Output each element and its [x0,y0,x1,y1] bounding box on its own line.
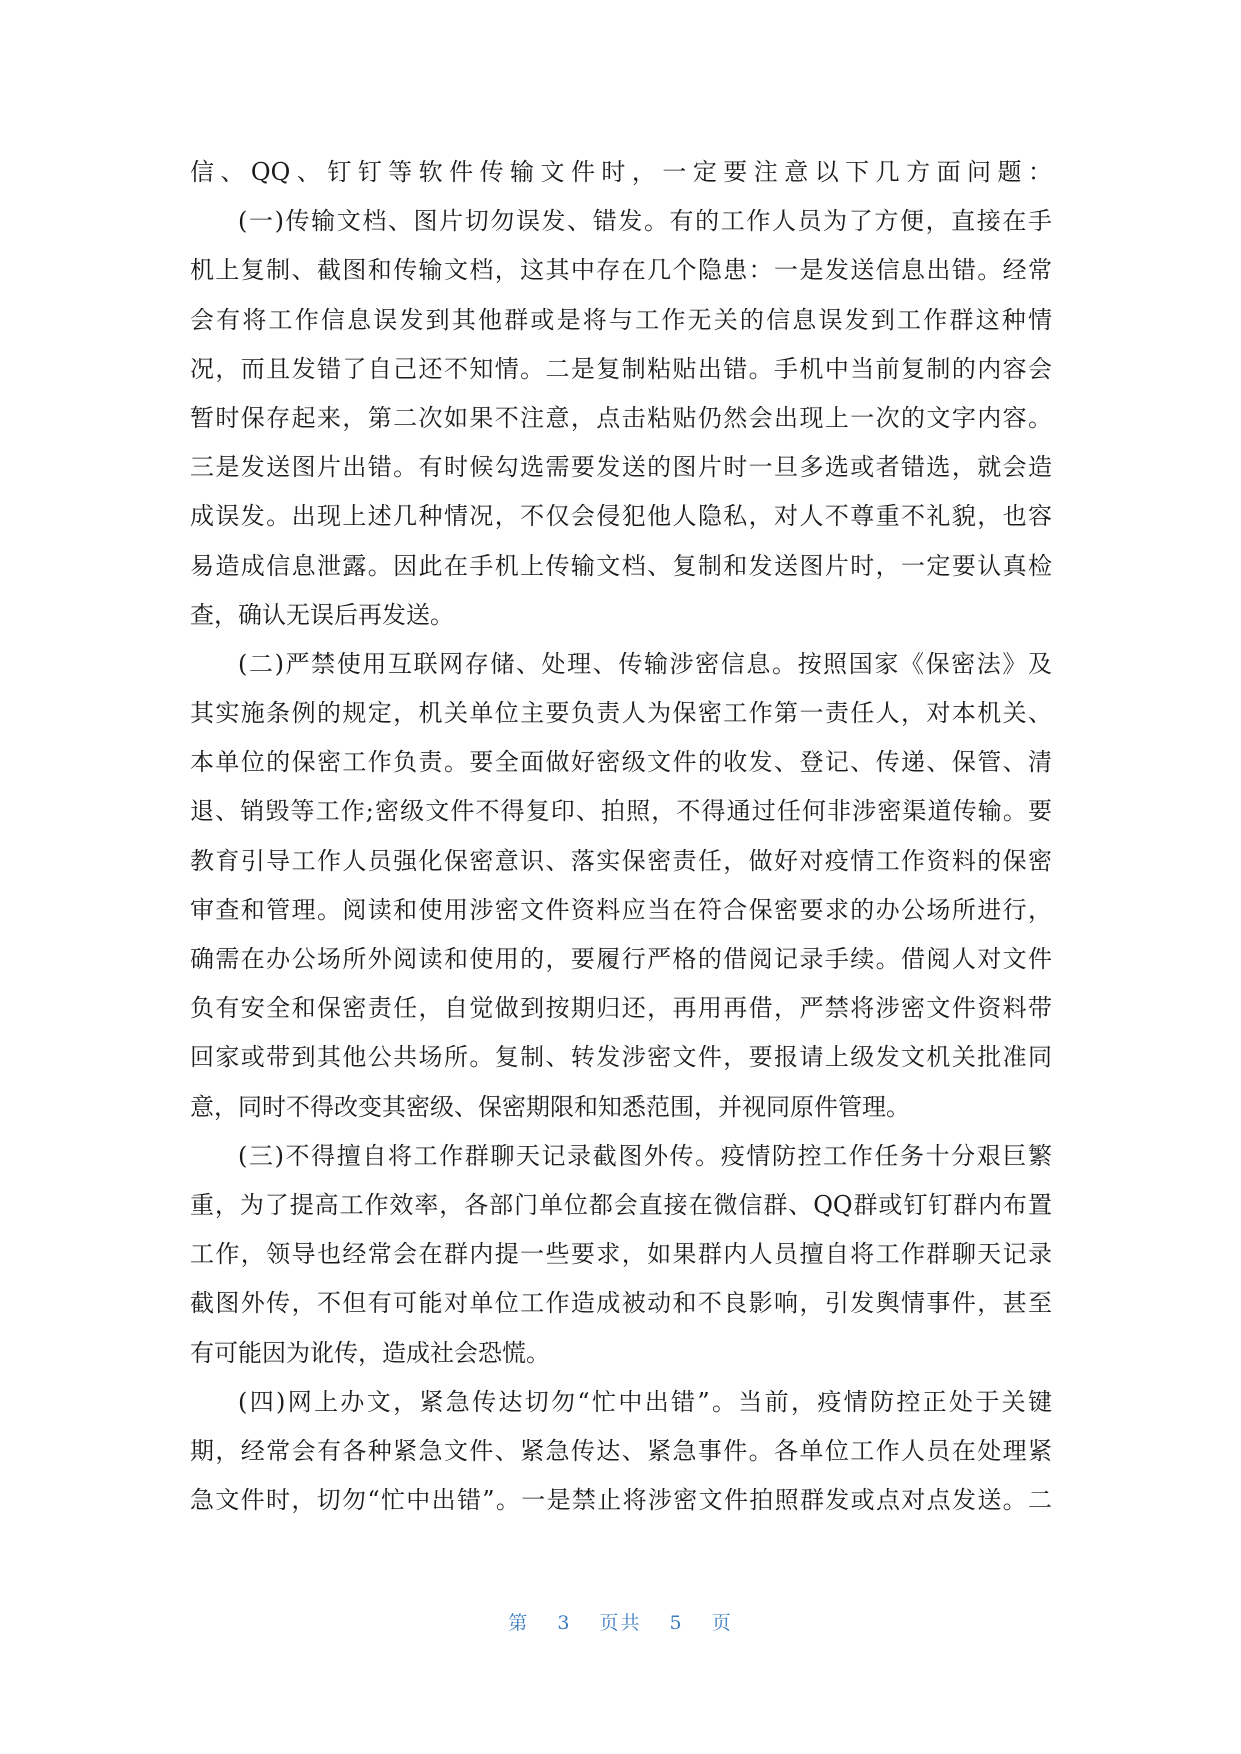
footer-page-total: 5 [669,1612,684,1634]
text-line: 急文件时，切勿“忙中出错”。一是禁止将涉密文件拍照群发或点对点发送。二 [190,1486,1052,1515]
text-line: 查，确认无误后再发送。 [190,600,454,629]
footer-prefix: 第 [508,1612,530,1634]
text-line: 会有将工作信息误发到其他群或是将与工作无关的信息误发到工作群这种情 [190,305,1052,334]
text-line: 暂时保存起来，第二次如果不注意，点击粘贴仍然会出现上一次的文字内容。 [190,403,1052,432]
text-line: 审查和管理。阅读和使用涉密文件资料应当在符合保密要求的办公场所进行， [190,895,1052,924]
text-line: 其实施条例的规定，机关单位主要负责人为保密工作第一责任人，对本机关、 [190,699,1052,728]
text-line: 有可能因为讹传，造成社会恐慌。 [190,1338,550,1367]
text-line: 三是发送图片出错。有时候勾选需要发送的图片时一旦多选或者错选，就会造 [190,453,1052,482]
text-line: 负有安全和保密责任，自觉做到按期归还，再用再借，严禁将涉密文件资料带 [190,994,1052,1023]
text-line: 信、QQ、钉钉等软件传输文件时，一定要注意以下几方面问题： [190,158,1052,186]
text-line: 退、销毁等工作;密级文件不得复印、拍照，不得通过任何非涉密渠道传输。要 [190,797,1052,826]
text-line: 工作，领导也经常会在群内提一些要求，如果群内人员擅自将工作群聊天记录 [190,1240,1052,1269]
text-line: 期，经常会有各种紧急文件、紧急传达、紧急事件。各单位工作人员在处理紧 [190,1436,1052,1465]
text-line: 回家或带到其他公共场所。复制、转发涉密文件，要报请上级发文机关批准同 [190,1043,1052,1072]
text-line: 本单位的保密工作负责。要全面做好密级文件的收发、登记、传递、保管、清 [190,748,1052,777]
text-line: 成误发。出现上述几种情况，不仅会侵犯他人隐私，对人不尊重不礼貌，也容 [190,502,1052,531]
text-line: 教育引导工作人员强化保密意识、落实保密责任，做好对疫情工作资料的保密 [190,846,1052,875]
text-line: 机上复制、截图和传输文档，这其中存在几个隐患：一是发送信息出错。经常 [190,256,1052,285]
text-line: 重，为了提高工作效率，各部门单位都会直接在微信群、QQ群或钉钉群内布置 [190,1190,1052,1219]
body-text [190,148,1052,1525]
text-line: (三)不得擅自将工作群聊天记录截图外传。疫情防控工作任务十分艰巨繁 [238,1141,1052,1170]
page-footer [0,1608,1241,1635]
footer-suffix: 页 [711,1612,733,1634]
text-line: 意，同时不得改变其密级、保密期限和知悉范围，并视同原件管理。 [190,1092,910,1121]
text-line: (一)传输文档、图片切勿误发、错发。有的工作人员为了方便，直接在手 [238,207,1052,236]
footer-page-current: 3 [557,1612,572,1634]
footer-middle: 页共 [599,1612,642,1634]
text-line: 截图外传，不但有可能对单位工作造成被动和不良影响，引发舆情事件，甚至 [190,1289,1052,1318]
text-line: 况，而且发错了自己还不知情。二是复制粘贴出错。手机中当前复制的内容会 [190,354,1052,383]
text-line: (四)网上办文，紧急传达切勿“忙中出错”。当前，疫情防控正处于关键 [238,1387,1052,1416]
text-line: (二)严禁使用互联网存储、处理、传输涉密信息。按照国家《保密法》及 [238,649,1052,678]
text-line: 易造成信息泄露。因此在手机上传输文档、复制和发送图片时，一定要认真检 [190,551,1052,580]
text-line: 确需在办公场所外阅读和使用的，要履行严格的借阅记录手续。借阅人对文件 [190,945,1052,973]
